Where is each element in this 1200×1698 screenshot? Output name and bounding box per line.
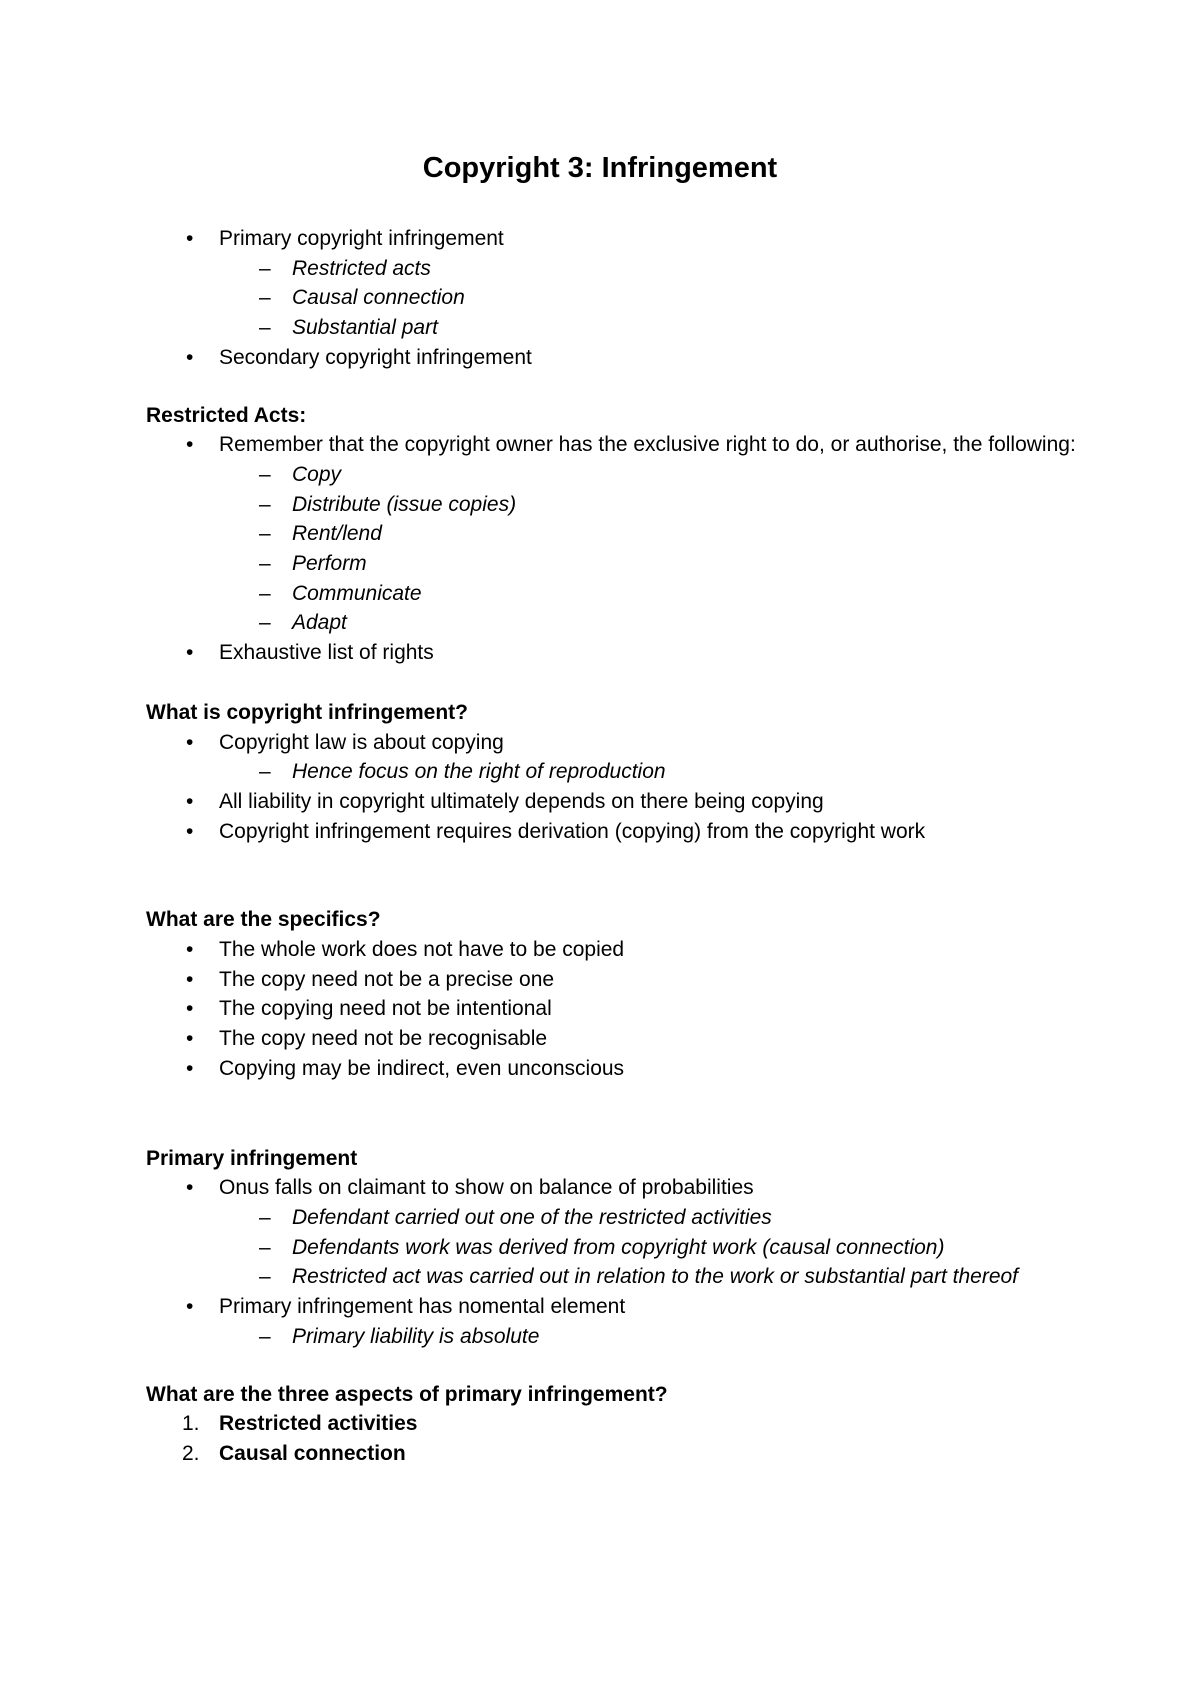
bullet-icon: • — [186, 1027, 194, 1051]
sub-item-text: Adapt — [292, 611, 347, 635]
list-item — [146, 787, 1076, 817]
list-item — [146, 1173, 1076, 1292]
list-item — [146, 638, 1076, 668]
sub-list-item — [219, 757, 1076, 787]
bullet-icon: • — [186, 938, 194, 962]
numbered-item-text: Restricted activities — [219, 1412, 418, 1436]
bullet-icon: • — [186, 345, 194, 369]
sub-item-text: Primary liability is absolute — [292, 1324, 540, 1348]
document-body — [146, 224, 1076, 1469]
sub-list — [219, 1203, 1076, 1292]
list-item-text: All liability in copyright ultimately depends on there being copying — [219, 789, 824, 813]
sub-item-text: Perform — [292, 552, 367, 576]
sub-item-text: Restricted acts — [292, 256, 431, 280]
list-item-text: Copyright infringement requires derivation (copying) from the copyright work — [219, 819, 926, 843]
list-item — [146, 817, 1076, 847]
dash-icon: – — [259, 522, 271, 546]
dash-icon: – — [259, 462, 271, 486]
sub-item-text: Copy — [292, 462, 342, 486]
list-item-text: Primary copyright infringement — [219, 227, 504, 250]
item-number: 1. — [182, 1412, 200, 1436]
sub-list-item — [219, 579, 1076, 609]
numbered-item — [146, 1409, 1076, 1439]
sub-list-item — [219, 1233, 1076, 1263]
list-item — [146, 343, 1076, 373]
section-heading-three-aspects: What are the three aspects of primary infringement? — [146, 1382, 668, 1406]
list-item-text: Copyright law is about copying — [219, 730, 504, 754]
list-item-text: Exhaustive list of rights — [219, 641, 434, 665]
dash-icon: – — [259, 552, 271, 576]
sub-item-text: Distribute (issue copies) — [292, 492, 517, 516]
section-heading-specifics: What are the specifics? — [146, 908, 381, 932]
sub-list — [219, 460, 1076, 638]
sub-list-item — [219, 283, 1076, 313]
section-heading-primary-infringement: Primary infringement — [146, 1146, 358, 1170]
dash-icon: – — [259, 1265, 271, 1289]
sub-item-text: Defendants work was derived from copyright work (causal connection) — [292, 1235, 945, 1259]
document-title: Copyright 3: Infringement — [422, 152, 778, 184]
bullet-icon: • — [186, 730, 194, 754]
bullet-icon: • — [186, 789, 194, 813]
dash-icon: – — [259, 581, 271, 605]
sub-list — [219, 757, 1076, 787]
sub-item-text: Defendant carried out one of the restricted activities — [292, 1205, 772, 1229]
list-item — [146, 965, 1076, 995]
list-item — [146, 994, 1076, 1024]
section-heading-what-is: What is copyright infringement? — [146, 700, 469, 724]
sub-item-text: Communicate — [292, 581, 422, 605]
restricted-acts-list — [146, 430, 1076, 668]
bullet-icon: • — [186, 641, 194, 665]
three-aspects-list — [146, 1409, 1076, 1468]
dash-icon: – — [259, 492, 271, 516]
bullet-icon: • — [186, 1056, 194, 1080]
item-number: 2. — [182, 1441, 200, 1465]
specifics-list — [146, 935, 1076, 1084]
sub-list — [219, 254, 1076, 343]
list-item-text: The copying need not be intentional — [219, 997, 552, 1021]
list-item — [146, 1024, 1076, 1054]
sub-item-text: Rent/lend — [292, 522, 382, 546]
bullet-icon: • — [186, 997, 194, 1021]
bullet-icon: • — [186, 433, 194, 457]
dash-icon: – — [259, 1205, 271, 1229]
list-item-text: Copying may be indirect, even unconscious — [219, 1056, 625, 1080]
dash-icon: – — [259, 1324, 271, 1348]
list-item — [146, 224, 1076, 343]
primary-infringement-list — [146, 1173, 1076, 1351]
dash-icon: – — [259, 256, 271, 280]
list-item-text: Onus falls on claimant to show on balance of probabilities — [219, 1176, 754, 1200]
sub-item-text: Causal connection — [292, 286, 465, 310]
sub-list-item — [219, 490, 1076, 520]
sub-list — [219, 1322, 1076, 1352]
overview-list — [146, 224, 1076, 373]
sub-list-item — [219, 519, 1076, 549]
sub-list-item — [219, 313, 1076, 343]
list-item-text: The copy need not be recognisable — [219, 1027, 548, 1051]
list-item-text: The whole work does not have to be copied — [219, 938, 625, 962]
list-item — [146, 430, 1076, 638]
list-item — [146, 935, 1076, 965]
dash-icon: – — [259, 286, 271, 310]
numbered-item-text: Causal connection — [219, 1441, 406, 1465]
sub-list-item — [219, 1262, 1076, 1292]
sub-item-text: Restricted act was carried out in relation to the work or substantial part thereof — [292, 1265, 1019, 1289]
sub-item-text: Hence focus on the right of reproduction — [292, 760, 666, 784]
dash-icon: – — [259, 760, 271, 784]
list-item — [146, 728, 1076, 787]
bullet-icon: • — [186, 967, 194, 991]
bullet-icon: • — [186, 1176, 194, 1200]
sub-list-item — [219, 254, 1076, 284]
sub-list-item — [219, 549, 1076, 579]
dash-icon: – — [259, 611, 271, 635]
bullet-icon: • — [186, 819, 194, 843]
sub-list-item — [219, 460, 1076, 490]
list-item — [146, 1054, 1076, 1084]
sub-item-text: Substantial part — [292, 316, 438, 340]
dash-icon: – — [259, 316, 271, 340]
what-is-list — [146, 728, 1076, 847]
list-item — [146, 1292, 1076, 1351]
sub-list-item — [219, 608, 1076, 638]
numbered-item — [146, 1439, 1076, 1469]
list-item-text: The copy need not be a precise one — [219, 967, 555, 991]
bullet-icon: • — [186, 1295, 194, 1319]
list-item-text: Primary infringement has nomental element — [219, 1295, 626, 1319]
bullet-icon: • — [186, 227, 194, 250]
sub-list-item — [219, 1322, 1076, 1352]
sub-list-item — [219, 1203, 1076, 1233]
dash-icon: – — [259, 1235, 271, 1259]
list-item-text: Remember that the copyright owner has the exclusive right to do, or authorise, the following: — [219, 433, 1076, 457]
section-heading-restricted-acts: Restricted Acts: — [146, 403, 307, 427]
list-item-text: Secondary copyright infringement — [219, 345, 532, 369]
